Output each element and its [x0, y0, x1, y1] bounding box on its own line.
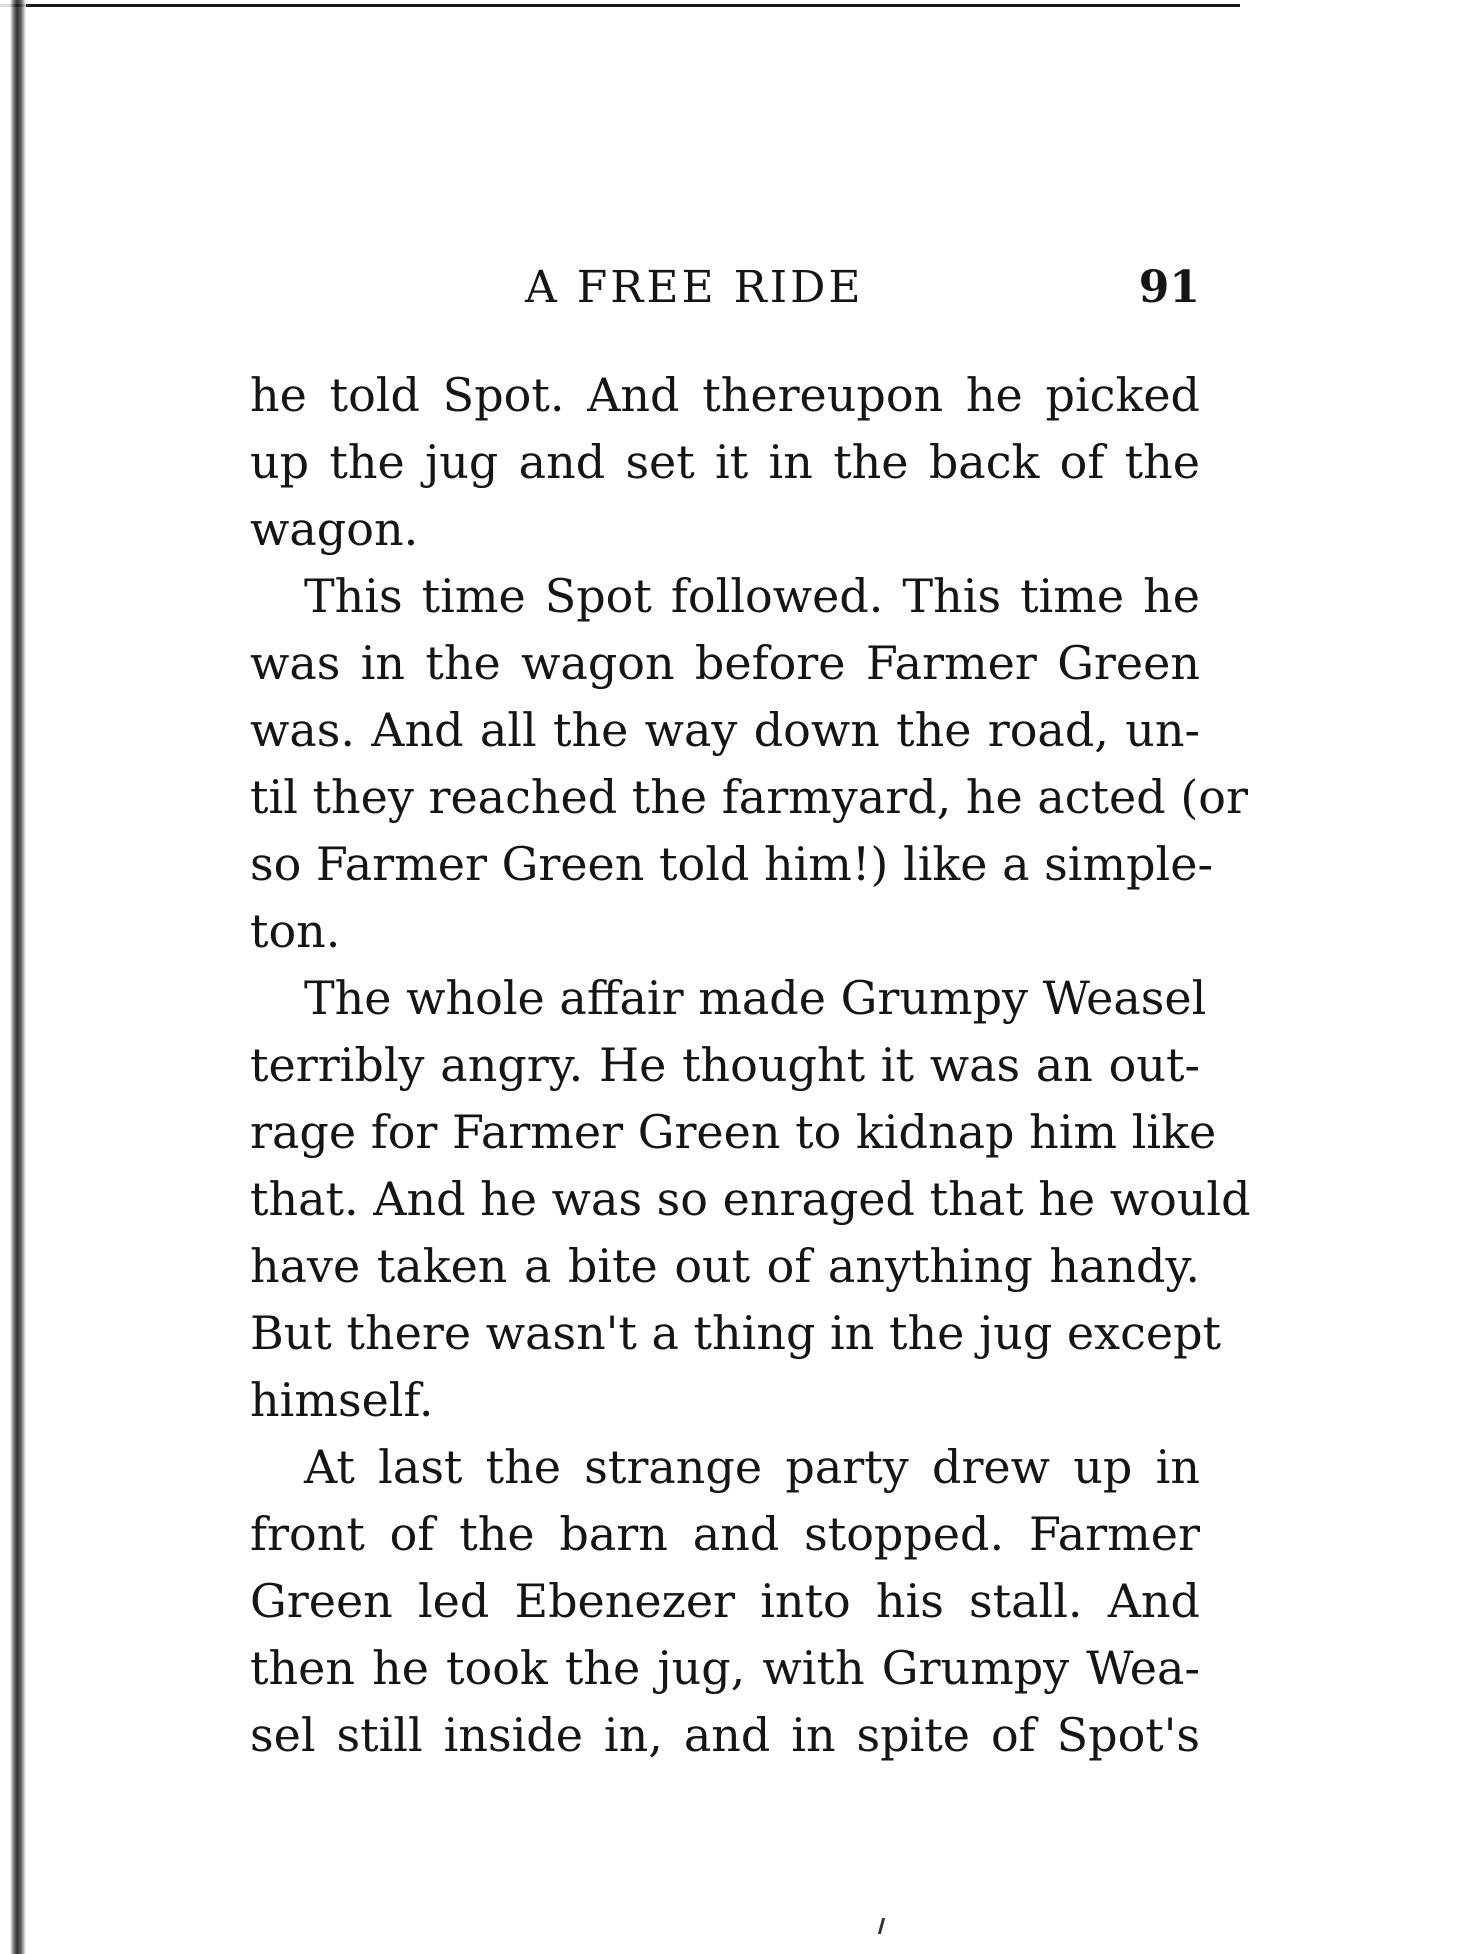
- text-line: he told Spot. And thereupon he picked: [250, 368, 1200, 422]
- body-text: [250, 362, 1251, 1769]
- text-line: til they reached the farmyard, he acted (or: [250, 770, 1248, 824]
- text-line: The whole affair made Grumpy Weasel: [304, 971, 1207, 1025]
- text-line: ton.: [250, 904, 341, 958]
- running-title: A FREE RIDE: [525, 262, 864, 313]
- text-line: sel still inside in, and in spite of Spot's: [250, 1708, 1200, 1762]
- text-line: front of the barn and stopped. Farmer: [250, 1507, 1200, 1561]
- top-rule: [0, 4, 1240, 7]
- page-number: 91: [1138, 262, 1200, 313]
- paragraph: [250, 965, 1251, 1434]
- page-edge-shadow: [0, 0, 26, 1954]
- text-line: But there wasn't a thing in the jug except: [250, 1306, 1222, 1360]
- text-line: wagon.: [250, 502, 419, 556]
- paragraph: [250, 362, 1200, 563]
- text-line: so Farmer Green told him!) like a simple-: [250, 837, 1214, 891]
- page-header: [250, 262, 1200, 322]
- text-line: that. And he was so enraged that he would: [250, 1172, 1251, 1226]
- paragraph: [250, 563, 1248, 965]
- text-line: terribly angry. He thought it was an out-: [250, 1038, 1200, 1092]
- text-line: At last the strange party drew up in: [304, 1440, 1200, 1494]
- scan-mark: [878, 1918, 885, 1934]
- text-line: have taken a bite out of anything handy.: [250, 1239, 1200, 1293]
- text-line: then he took the jug, with Grumpy Wea-: [250, 1641, 1200, 1695]
- text-line: This time Spot followed. This time he: [304, 569, 1200, 623]
- paragraph: [250, 1434, 1200, 1769]
- text-line: rage for Farmer Green to kidnap him like: [250, 1105, 1217, 1159]
- text-line: himself.: [250, 1373, 434, 1427]
- text-line: Green led Ebenezer into his stall. And: [250, 1574, 1200, 1628]
- text-line: was. And all the way down the road, un-: [250, 703, 1200, 757]
- text-line: up the jug and set it in the back of the: [250, 435, 1200, 489]
- text-line: was in the wagon before Farmer Green: [250, 636, 1200, 690]
